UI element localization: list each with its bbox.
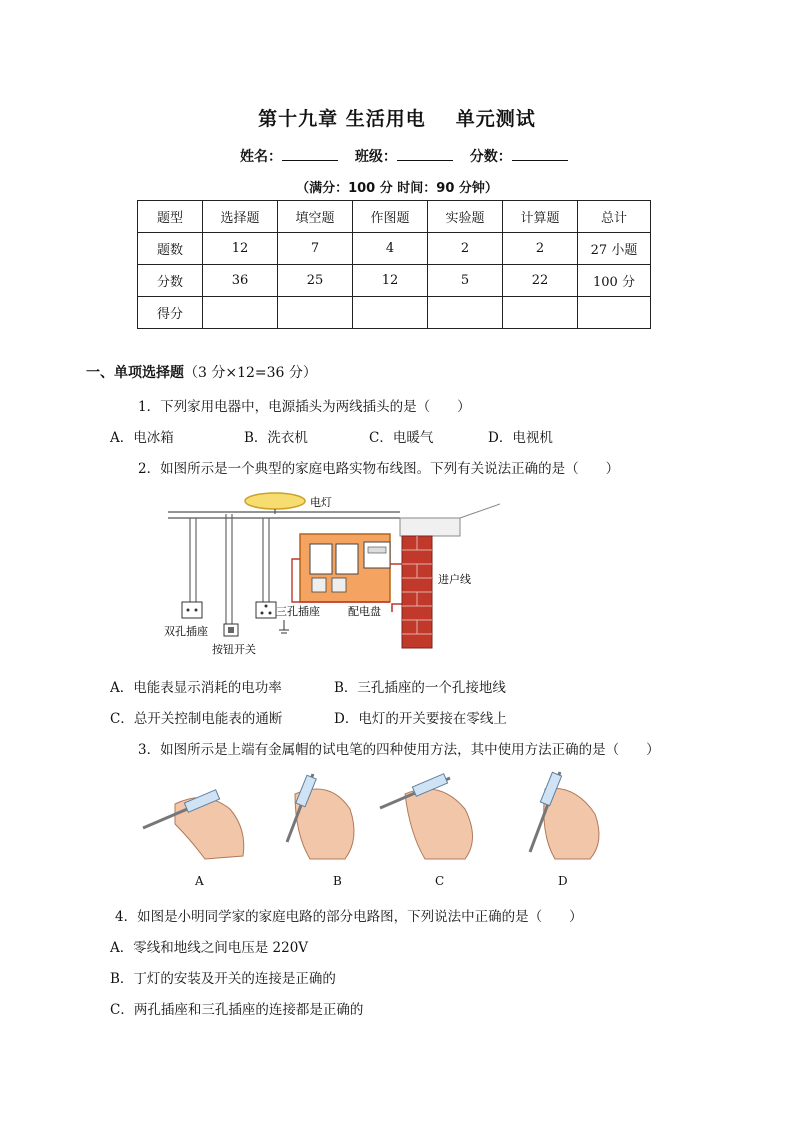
option-d[interactable]: D．电视机	[488, 430, 553, 446]
label-entry-wire: 进户线	[438, 573, 471, 586]
test-pen-b-icon	[287, 774, 354, 859]
question-4-stem: 4．如图是小明同学家的家庭电路的部分电路图，下列说法中正确的是（ ）	[115, 909, 583, 925]
table-cell: 作图题	[353, 201, 428, 233]
table-cell: 12	[353, 265, 428, 297]
score-label: 分数：	[469, 149, 512, 165]
table-row	[138, 201, 651, 233]
table-cell: 25	[278, 265, 353, 297]
option-b[interactable]: B．丁灯的安装及开关的连接是正确的	[110, 971, 336, 987]
name-blank[interactable]	[282, 148, 338, 161]
student-info	[240, 146, 580, 166]
option-c[interactable]: C．总开关控制电能表的通断	[110, 711, 283, 727]
table-cell: 2	[503, 233, 578, 265]
test-pen-a-icon	[143, 790, 244, 859]
score-input-cell[interactable]	[503, 297, 578, 329]
three-hole-socket-icon	[256, 602, 276, 618]
lamp-icon	[245, 493, 305, 509]
table-cell: 12	[203, 233, 278, 265]
table-cell: 100 分	[578, 265, 651, 297]
score-input-cell[interactable]	[578, 297, 651, 329]
option-a[interactable]: A．零线和地线之间电压是 220V	[110, 940, 309, 956]
class-field	[355, 146, 453, 166]
meter-icon	[364, 542, 390, 568]
table-row	[138, 265, 651, 297]
test-pen-c-icon	[380, 774, 473, 859]
label-three-hole-socket: 三孔插座	[276, 605, 320, 618]
exam-meta: （满分：100 分 时间：90 分钟）	[296, 181, 498, 196]
figure-letter-d: D	[558, 874, 568, 888]
question-2-options-row2	[110, 707, 710, 727]
score-input-cell[interactable]	[428, 297, 503, 329]
table-cell: 分数	[138, 265, 203, 297]
two-hole-socket-icon	[182, 602, 202, 618]
section-note: （3 分×12=36 分）	[184, 365, 317, 381]
name-label: 姓名：	[240, 149, 282, 165]
question-1-stem: 1．下列家用电器中，电源插头为两线插头的是（ ）	[138, 399, 471, 415]
table-cell: 2	[428, 233, 503, 265]
table-cell: 36	[203, 265, 278, 297]
title-chapter: 第十九章 生活用电	[258, 108, 426, 130]
table-cell: 实验题	[428, 201, 503, 233]
figure-letter-a: A	[195, 874, 204, 888]
table-cell: 5	[428, 265, 503, 297]
figure-letter-b: B	[333, 874, 342, 888]
table-cell: 7	[278, 233, 353, 265]
question-2-options-row1	[110, 676, 710, 696]
table-cell: 4	[353, 233, 428, 265]
score-blank[interactable]	[512, 148, 568, 161]
option-c[interactable]: C．两孔插座和三孔插座的连接都是正确的	[110, 1002, 364, 1018]
option-d[interactable]: D．电灯的开关要接在零线上	[334, 711, 507, 727]
class-blank[interactable]	[397, 148, 453, 161]
table-cell: 题数	[138, 233, 203, 265]
option-b[interactable]: B．三孔插座的一个孔接地线	[334, 680, 506, 696]
table-cell: 填空题	[278, 201, 353, 233]
option-b[interactable]: B．洗衣机	[244, 430, 308, 446]
option-a[interactable]: A．电冰箱	[110, 430, 174, 446]
option-c[interactable]: C．电暖气	[369, 430, 434, 446]
table-row	[138, 233, 651, 265]
table-cell: 计算题	[503, 201, 578, 233]
question-3-stem: 3．如图所示是上端有金属帽的试电笔的四种使用方法，其中使用方法正确的是（ ）	[138, 742, 660, 758]
table-cell: 选择题	[203, 201, 278, 233]
title-test: 单元测试	[455, 108, 536, 130]
table-cell: 得分	[138, 297, 203, 329]
question-1-options	[110, 426, 710, 446]
score-input-cell[interactable]	[278, 297, 353, 329]
table-cell: 27 小题	[578, 233, 651, 265]
label-lamp: 电灯	[310, 496, 332, 509]
score-input-cell[interactable]	[353, 297, 428, 329]
table-row	[138, 297, 651, 329]
table-cell: 题型	[138, 201, 203, 233]
option-a[interactable]: A．电能表显示消耗的电功率	[110, 680, 282, 696]
question-2-stem: 2．如图所示是一个典型的家庭电路实物布线图。下列有关说法正确的是（ ）	[138, 461, 620, 477]
score-input-cell[interactable]	[203, 297, 278, 329]
label-button-switch: 按钮开关	[212, 643, 256, 656]
section-title: 一、单项选择题	[86, 365, 184, 381]
name-field	[240, 146, 338, 166]
test-pen-d-icon	[530, 772, 599, 859]
label-two-hole-socket: 双孔插座	[164, 625, 208, 638]
score-table	[137, 200, 651, 329]
label-distribution-panel: 配电盘	[348, 605, 381, 618]
figure-letter-c: C	[435, 874, 445, 888]
table-cell: 总计	[578, 201, 651, 233]
score-field	[470, 146, 568, 166]
page-title	[0, 104, 794, 131]
table-cell: 22	[503, 265, 578, 297]
section-heading	[86, 362, 317, 382]
class-label: 班级：	[354, 149, 397, 165]
wiring-diagram-figure	[160, 484, 500, 664]
test-pen-figure	[135, 764, 615, 864]
